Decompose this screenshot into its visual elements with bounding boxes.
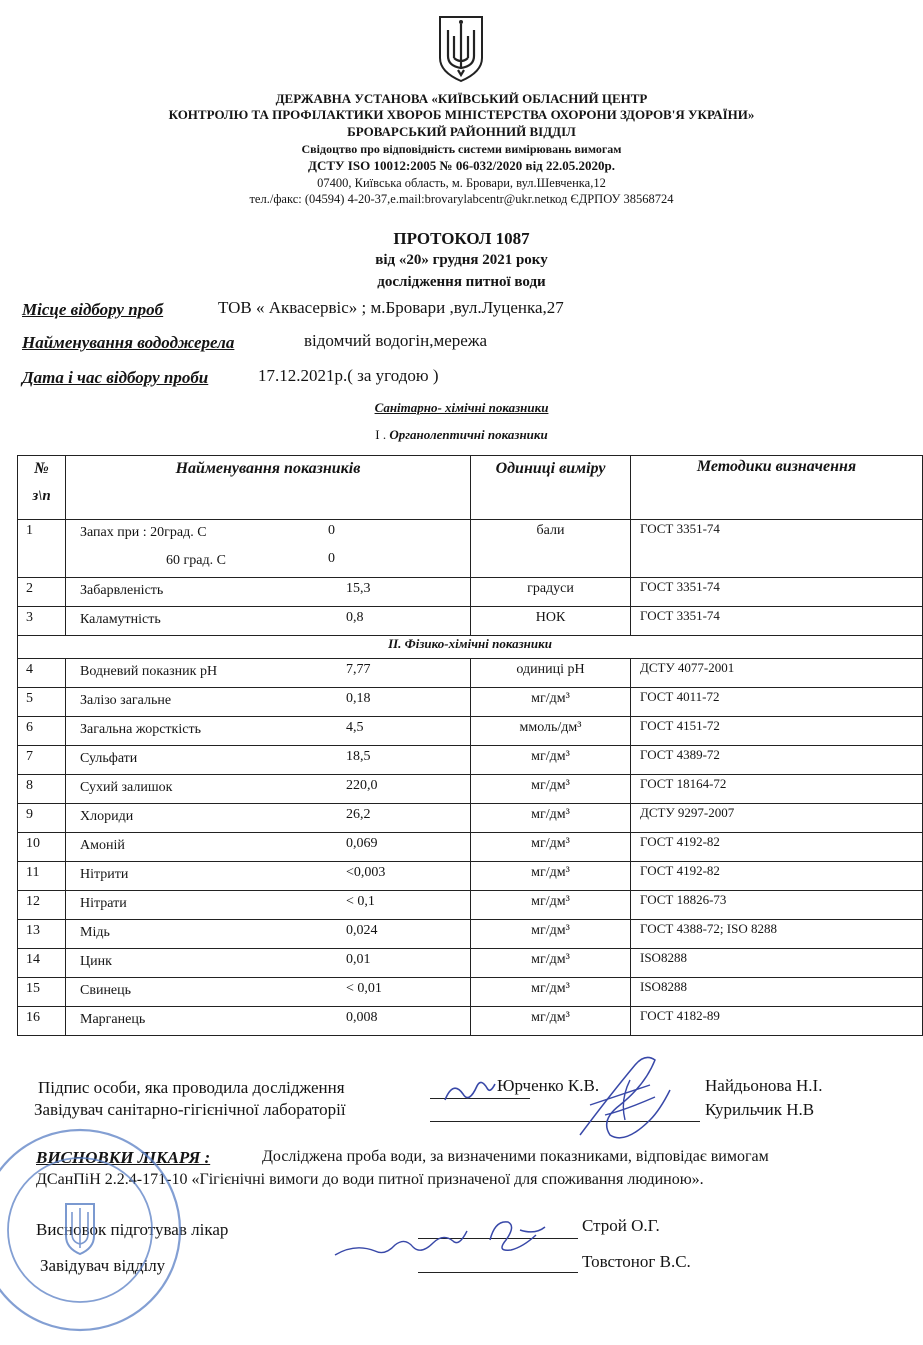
row-value: <0,003 [346, 865, 386, 880]
table-row [18, 717, 923, 746]
row-method: ГОСТ 3351-74 [631, 520, 923, 578]
row-number: 7 [18, 746, 66, 775]
row-name-secondary: 60 град. С [166, 553, 226, 568]
row-name: Хлориди [80, 809, 134, 824]
row-name-cell [66, 920, 471, 949]
header-number-top: № [34, 460, 49, 477]
datetime-label: Дата і час відбору проби [22, 368, 209, 387]
table-row [18, 978, 923, 1007]
row-number: 14 [18, 949, 66, 978]
place-value: ТОВ « Аквасервіс» ; м.Бровари ,вул.Луценка,27 [218, 298, 564, 317]
coat-of-arms-emblem [436, 14, 486, 84]
row-number: 16 [18, 1007, 66, 1036]
row-name-cell [66, 578, 471, 607]
row-unit: мг/дм³ [471, 804, 631, 833]
header-line-3: БРОВАРСЬКИЙ РАЙОННИЙ ВІДДІЛ [347, 124, 576, 139]
row-name: Водневий показник рН [80, 664, 218, 679]
table-row [18, 804, 923, 833]
header-line-4: Свідоцтво про відповідність системи вимірювань вимогам [301, 142, 622, 156]
row-number: 2 [18, 578, 66, 607]
header-contacts: тел./факс: (04594) 4-20-37,e.mail:brovarylabcentr@ukr.netкод ЄДРПОУ 38568724 [249, 192, 674, 206]
header-line-5: ДСТУ ISO 10012:2005 № 06-032/2020 від 22.05.2020р. [308, 158, 615, 173]
group-2-title: ІІ. Фізико-хімічні показники [18, 636, 923, 659]
header-unit: Одиниці виміру [471, 456, 631, 520]
row-unit: мг/дм³ [471, 775, 631, 804]
row-unit: мг/дм³ [471, 949, 631, 978]
lab-head-signature-label: Завідувач санітарно-гігієнічної лабораторії [34, 1100, 346, 1119]
header-number-bottom: з\п [32, 488, 51, 504]
table-row [18, 1007, 923, 1036]
row-unit: мг/дм³ [471, 1007, 631, 1036]
row-name: Цинк [80, 954, 112, 969]
row-method: ДСТУ 4077-2001 [631, 659, 923, 688]
conclusion-label: ВИСНОВКИ ЛІКАРЯ : [36, 1148, 211, 1167]
round-stamp [0, 1120, 190, 1340]
header-line-1: ДЕРЖАВНА УСТАНОВА «КИЇВСЬКИЙ ОБЛАСНИЙ ЦЕНТР [275, 91, 648, 106]
row-unit: ммоль/дм³ [471, 717, 631, 746]
table-row [18, 920, 923, 949]
row-method: ISO8288 [631, 949, 923, 978]
row-name: Сухий залишок [80, 780, 173, 795]
row-number: 6 [18, 717, 66, 746]
row-name: Нітрити [80, 867, 129, 882]
signatory-name-3: Курильчик Н.В [705, 1100, 815, 1119]
row-name-cell [66, 775, 471, 804]
row-name-cell [66, 746, 471, 775]
table-row [18, 746, 923, 775]
row-name-cell [66, 1007, 471, 1036]
row-name: Залізо загальне [80, 693, 172, 708]
row-number: 12 [18, 891, 66, 920]
row-name: Марганець [80, 1012, 146, 1027]
row-name: Забарвленість [80, 583, 164, 598]
row-unit: одиниці рН [471, 659, 631, 688]
row-unit: градуси [471, 578, 631, 607]
row-method: ГОСТ 4192-82 [631, 862, 923, 891]
row-name: Загальна жорсткість [80, 722, 201, 737]
researcher-signature-label: Підпис особи, яка проводила дослідження [38, 1078, 345, 1097]
row-number: 11 [18, 862, 66, 891]
row-name-cell [66, 717, 471, 746]
prepared-by-name: Строй О.Г. [582, 1216, 660, 1235]
row-unit: НОК [471, 607, 631, 636]
row-value: 18,5 [346, 749, 371, 764]
table-row [18, 775, 923, 804]
row-name-cell [66, 659, 471, 688]
row-unit: бали [471, 520, 631, 578]
row-name-cell [66, 891, 471, 920]
table-row [18, 578, 923, 607]
row-name-cell [66, 804, 471, 833]
row-name-cell [66, 833, 471, 862]
table-row [18, 520, 923, 578]
conclusion-text-line-1: Досліджена проба води, за визначеними показниками, відповідає вимогам [262, 1148, 769, 1165]
source-value: відомчий водогін,мережа [304, 331, 488, 350]
row-value: 0,18 [346, 691, 371, 706]
row-method: ГОСТ 3351-74 [631, 607, 923, 636]
row-method: ГОСТ 4182-89 [631, 1007, 923, 1036]
protocol-title: ПРОТОКОЛ 1087 [393, 229, 530, 248]
row-method: ГОСТ 4389-72 [631, 746, 923, 775]
row-value: 0,008 [346, 1010, 378, 1025]
row-number: 1 [18, 520, 66, 578]
row-value: 26,2 [346, 807, 371, 822]
row-name: Запах при : 20град. С [80, 525, 207, 540]
source-label: Найменування вододжерела [22, 333, 235, 352]
row-value: 0,01 [346, 952, 371, 967]
row-name-cell [66, 978, 471, 1007]
row-value-secondary: 0 [328, 551, 335, 566]
department-head-label: Завідувач відділу [40, 1256, 166, 1275]
row-value: 4,5 [346, 720, 364, 735]
signatory-name-2: Найдьонова Н.І. [705, 1076, 823, 1095]
row-unit: мг/дм³ [471, 862, 631, 891]
department-head-name: Товстоног В.С. [582, 1252, 691, 1271]
row-method: ГОСТ 4151-72 [631, 717, 923, 746]
header-method: Методики визначення [631, 456, 923, 520]
row-name: Амоній [80, 838, 125, 853]
row-method: ГОСТ 4388-72; ISO 8288 [631, 920, 923, 949]
row-number: 5 [18, 688, 66, 717]
group-1-title: Органолептичні показники [389, 427, 548, 442]
row-method: ДСТУ 9297-2007 [631, 804, 923, 833]
row-unit: мг/дм³ [471, 891, 631, 920]
row-unit: мг/дм³ [471, 978, 631, 1007]
table-row [18, 862, 923, 891]
header-number [18, 456, 66, 520]
row-method: ГОСТ 3351-74 [631, 578, 923, 607]
row-value: 15,3 [346, 581, 371, 596]
handwritten-signatures-footer [330, 1205, 590, 1280]
row-unit: мг/дм³ [471, 833, 631, 862]
header-line-2: КОНТРОЛЮ ТА ПРОФІЛАКТИКИ ХВОРОБ МІНІСТЕРСТВА ОХОРОНИ ЗДОРОВ'Я УКРАЇНИ» [168, 107, 755, 122]
group-1-number: І . [375, 427, 387, 442]
row-name: Свинець [80, 983, 132, 998]
handwritten-signatures [430, 1040, 720, 1150]
row-name-cell [66, 688, 471, 717]
row-name-cell [66, 520, 471, 578]
header-name: Найменування показників [66, 456, 471, 520]
row-method: ГОСТ 4192-82 [631, 833, 923, 862]
datetime-value: 17.12.2021р.( за угодою ) [258, 366, 439, 385]
group-2-heading-row [18, 636, 923, 659]
row-number: 4 [18, 659, 66, 688]
row-name-cell [66, 949, 471, 978]
row-value: 0,024 [346, 923, 378, 938]
place-label: Місце відбору проб [22, 300, 164, 319]
row-method: ГОСТ 18164-72 [631, 775, 923, 804]
row-method: ISO8288 [631, 978, 923, 1007]
row-value: < 0,1 [346, 894, 375, 909]
row-name: Каламутність [80, 612, 161, 627]
row-name: Сульфати [80, 751, 138, 766]
table-row [18, 833, 923, 862]
row-unit: мг/дм³ [471, 688, 631, 717]
row-number: 3 [18, 607, 66, 636]
row-name-cell [66, 862, 471, 891]
row-number: 8 [18, 775, 66, 804]
row-name: Мідь [80, 925, 110, 940]
row-name-cell [66, 607, 471, 636]
table-row [18, 949, 923, 978]
row-name: Нітрати [80, 896, 127, 911]
row-value: 0,069 [346, 836, 378, 851]
row-value: 0,8 [346, 610, 364, 625]
row-number: 13 [18, 920, 66, 949]
row-number: 15 [18, 978, 66, 1007]
header-address: 07400, Київська область, м. Бровари, вул.Шевченка,12 [317, 176, 606, 190]
row-value: < 0,01 [346, 981, 382, 996]
table-row [18, 607, 923, 636]
prepared-by-label: Висновок підготував лікар [36, 1220, 229, 1239]
row-value: 0 [328, 523, 335, 538]
table-row [18, 688, 923, 717]
table-row [18, 891, 923, 920]
row-method: ГОСТ 4011-72 [631, 688, 923, 717]
row-method: ГОСТ 18826-73 [631, 891, 923, 920]
table-header-row [18, 456, 923, 520]
results-table [17, 455, 923, 1036]
conclusion-text-line-2: ДСанПіН 2.2.4-171-10 «Гігієнічні вимоги до води питної призначеної для споживання людиною». [36, 1171, 704, 1188]
protocol-date: від «20» грудня 2021 року [375, 252, 548, 268]
table-row [18, 659, 923, 688]
group-1-heading [0, 427, 923, 443]
section-title: Санітарно- хімічні показники [374, 400, 549, 415]
researcher-name: Юрченко К.В. [497, 1076, 600, 1095]
protocol-subject: дослідження питної води [377, 274, 546, 290]
row-unit: мг/дм³ [471, 920, 631, 949]
row-value: 220,0 [346, 778, 378, 793]
row-number: 9 [18, 804, 66, 833]
row-unit: мг/дм³ [471, 746, 631, 775]
row-number: 10 [18, 833, 66, 862]
row-value: 7,77 [346, 662, 371, 677]
